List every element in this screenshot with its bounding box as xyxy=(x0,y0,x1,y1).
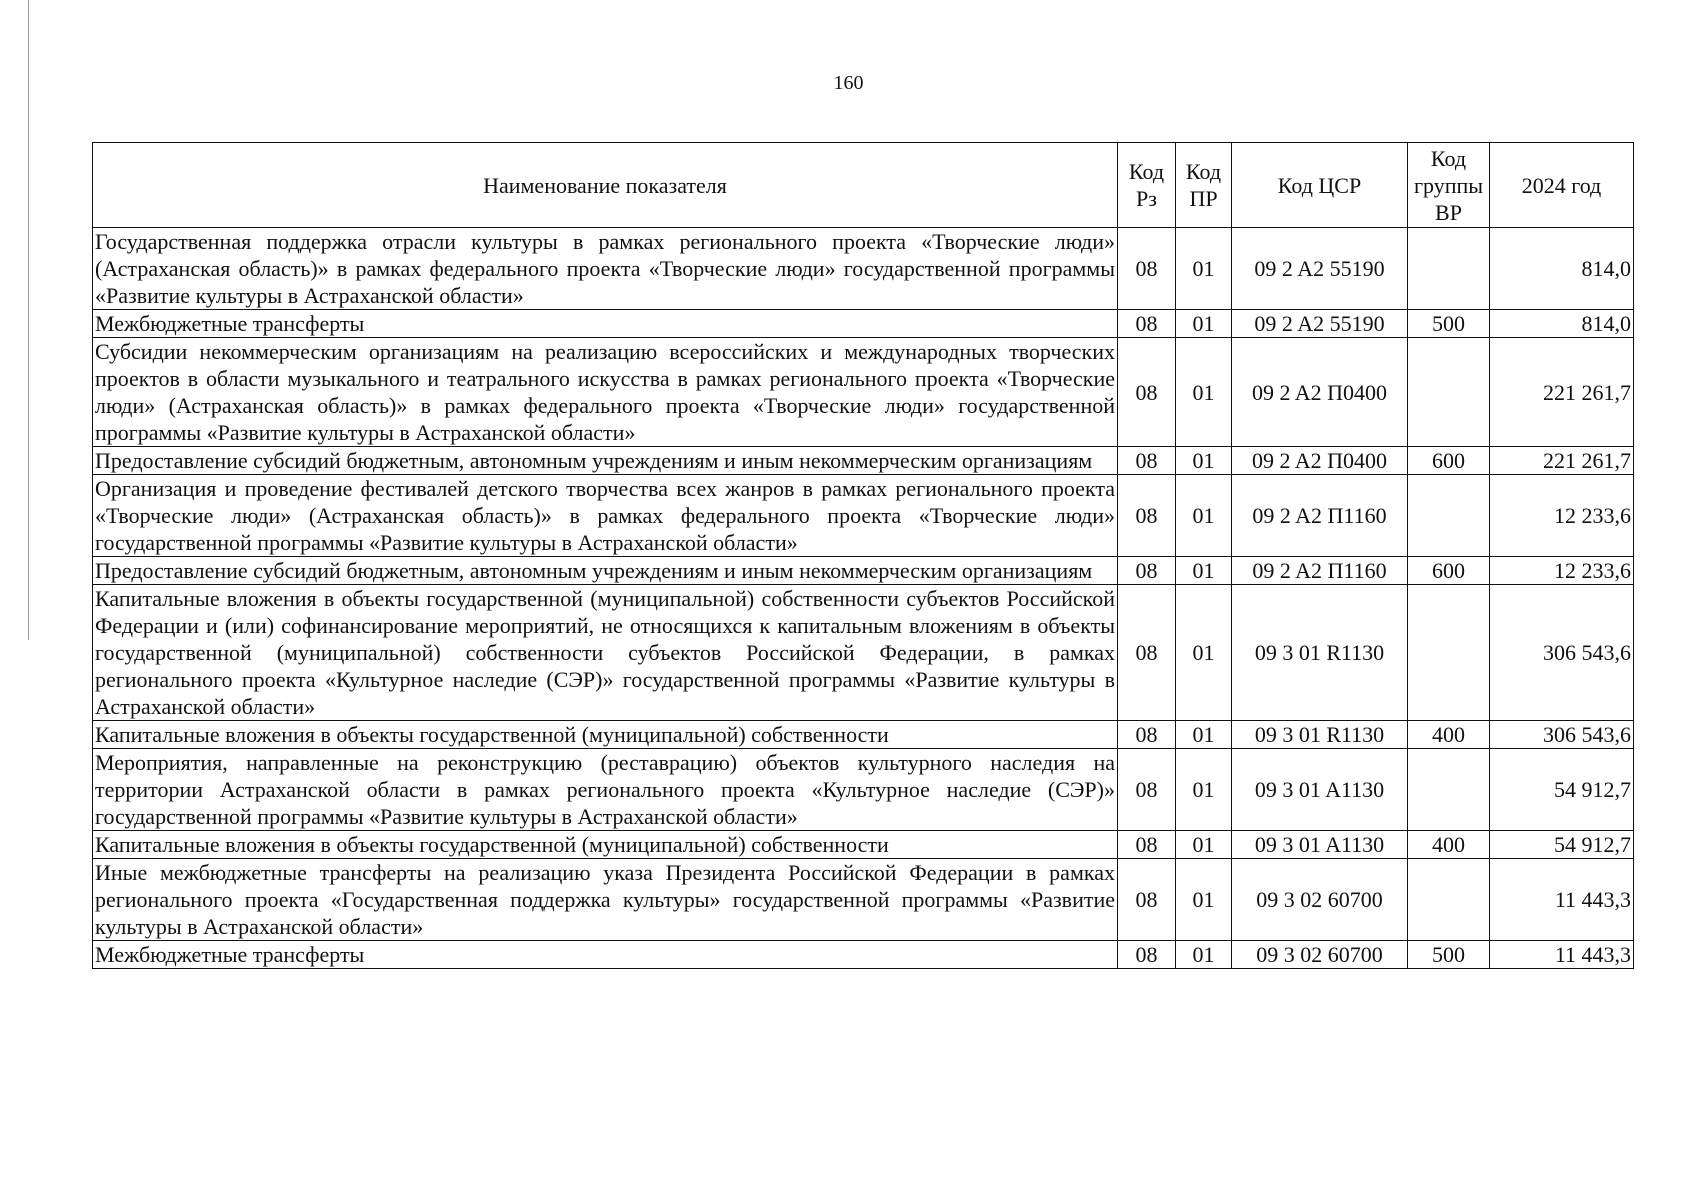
row-code-vr: 500 xyxy=(1408,941,1490,969)
row-code-vr xyxy=(1408,585,1490,721)
row-code-rz: 08 xyxy=(1118,310,1176,338)
row-name: Субсидии некоммерческим организациям на реализацию всероссийских и международных творческих проектов в области музыкального и театрального искусства в рамках регионального проекта «Творческие люди» (Астраханская область)» в рамках федерального проекта «Творческие люди» государственной программы «Развитие культуры в Астраханской области» xyxy=(93,338,1118,447)
table-row xyxy=(93,228,1634,310)
row-code-csr: 09 2 A2 55190 xyxy=(1232,310,1408,338)
scan-edge-line xyxy=(28,0,29,640)
header-year: 2024 год xyxy=(1490,143,1634,228)
row-code-vr xyxy=(1408,338,1490,447)
table-header-row xyxy=(93,143,1634,228)
table-row xyxy=(93,585,1634,721)
row-name: Предоставление субсидий бюджетным, автономным учреждениям и иным некоммерческим организациям xyxy=(93,447,1118,475)
row-code-csr: 09 3 01 R1130 xyxy=(1232,721,1408,749)
row-code-csr: 09 3 01 A1130 xyxy=(1232,831,1408,859)
table-row xyxy=(93,859,1634,941)
row-code-vr xyxy=(1408,749,1490,831)
row-code-csr: 09 2 A2 П1160 xyxy=(1232,475,1408,557)
row-code-rz: 08 xyxy=(1118,338,1176,447)
table-row xyxy=(93,557,1634,585)
row-code-vr: 600 xyxy=(1408,447,1490,475)
row-code-csr: 09 2 A2 55190 xyxy=(1232,228,1408,310)
row-code-rz: 08 xyxy=(1118,475,1176,557)
row-code-rz: 08 xyxy=(1118,585,1176,721)
row-code-rz: 08 xyxy=(1118,228,1176,310)
table-row xyxy=(93,447,1634,475)
row-code-pr: 01 xyxy=(1176,228,1232,310)
row-code-pr: 01 xyxy=(1176,585,1232,721)
row-name: Межбюджетные трансферты xyxy=(93,310,1118,338)
table-row xyxy=(93,338,1634,447)
row-code-pr: 01 xyxy=(1176,721,1232,749)
row-amount: 11 443,3 xyxy=(1490,941,1634,969)
row-amount: 11 443,3 xyxy=(1490,859,1634,941)
row-amount: 814,0 xyxy=(1490,228,1634,310)
header-name: Наименование показателя xyxy=(93,143,1118,228)
row-code-vr: 600 xyxy=(1408,557,1490,585)
row-code-rz: 08 xyxy=(1118,749,1176,831)
table-row xyxy=(93,831,1634,859)
row-code-vr xyxy=(1408,475,1490,557)
row-code-pr: 01 xyxy=(1176,557,1232,585)
row-code-vr: 400 xyxy=(1408,831,1490,859)
row-amount: 54 912,7 xyxy=(1490,749,1634,831)
row-code-csr: 09 3 02 60700 xyxy=(1232,941,1408,969)
header-code-pr: Код ПР xyxy=(1176,143,1232,228)
row-name: Капитальные вложения в объекты государственной (муниципальной) собственности xyxy=(93,721,1118,749)
row-code-pr: 01 xyxy=(1176,475,1232,557)
row-code-vr: 500 xyxy=(1408,310,1490,338)
row-code-csr: 09 3 01 A1130 xyxy=(1232,749,1408,831)
row-code-rz: 08 xyxy=(1118,557,1176,585)
row-amount: 54 912,7 xyxy=(1490,831,1634,859)
header-code-vr: Код группы ВР xyxy=(1408,143,1490,228)
row-code-rz: 08 xyxy=(1118,859,1176,941)
row-code-rz: 08 xyxy=(1118,447,1176,475)
page-number: 160 xyxy=(833,72,864,94)
row-code-pr: 01 xyxy=(1176,447,1232,475)
row-code-vr: 400 xyxy=(1408,721,1490,749)
row-code-csr: 09 3 02 60700 xyxy=(1232,859,1408,941)
row-amount: 306 543,6 xyxy=(1490,721,1634,749)
row-code-pr: 01 xyxy=(1176,338,1232,447)
row-name: Иные межбюджетные трансферты на реализацию указа Президента Российской Федерации в рамках регионального проекта «Государственная поддержка культуры» государственной программы «Развитие культуры в Астраханской области» xyxy=(93,859,1118,941)
row-code-rz: 08 xyxy=(1118,941,1176,969)
header-code-csr: Код ЦСР xyxy=(1232,143,1408,228)
row-amount: 221 261,7 xyxy=(1490,447,1634,475)
row-name: Организация и проведение фестивалей детского творчества всех жанров в рамках регионального проекта «Творческие люди» (Астраханская область)» в рамках федерального проекта «Творческие люди» государственной программы «Развитие культуры в Астраханской области» xyxy=(93,475,1118,557)
table-row xyxy=(93,941,1634,969)
row-amount: 12 233,6 xyxy=(1490,475,1634,557)
row-code-pr: 01 xyxy=(1176,941,1232,969)
row-name: Предоставление субсидий бюджетным, автономным учреждениям и иным некоммерческим организациям xyxy=(93,557,1118,585)
header-code-rz: Код Рз xyxy=(1118,143,1176,228)
row-code-pr: 01 xyxy=(1176,310,1232,338)
budget-table xyxy=(92,142,1634,969)
row-code-rz: 08 xyxy=(1118,831,1176,859)
row-code-vr xyxy=(1408,228,1490,310)
row-name: Межбюджетные трансферты xyxy=(93,941,1118,969)
row-amount: 12 233,6 xyxy=(1490,557,1634,585)
row-amount: 306 543,6 xyxy=(1490,585,1634,721)
row-code-csr: 09 2 A2 П0400 xyxy=(1232,338,1408,447)
row-name: Капитальные вложения в объекты государственной (муниципальной) собственности xyxy=(93,831,1118,859)
row-amount: 814,0 xyxy=(1490,310,1634,338)
row-name: Капитальные вложения в объекты государственной (муниципальной) собственности субъектов Российской Федерации и (или) софинансирование мероприятий, не относящихся к капитальным вложениям в объекты государственной (муниципальной) собственности субъектов Российской Федерации, в рамках регионального проекта «Культурное наследие (СЭР)» государственной программы «Развитие культуры в Астраханской области» xyxy=(93,585,1118,721)
table-row xyxy=(93,475,1634,557)
row-code-csr: 09 3 01 R1130 xyxy=(1232,585,1408,721)
table-row xyxy=(93,749,1634,831)
row-code-vr xyxy=(1408,859,1490,941)
row-code-pr: 01 xyxy=(1176,859,1232,941)
table-row xyxy=(93,310,1634,338)
row-name: Государственная поддержка отрасли культуры в рамках регионального проекта «Творческие люди» (Астраханская область)» в рамках федерального проекта «Творческие люди» государственной программы «Развитие культуры в Астраханской области» xyxy=(93,228,1118,310)
row-amount: 221 261,7 xyxy=(1490,338,1634,447)
row-name: Мероприятия, направленные на реконструкцию (реставрацию) объектов культурного наследия на территории Астраханской области в рамках регионального проекта «Культурное наследие (СЭР)» государственной программы «Развитие культуры в Астраханской области» xyxy=(93,749,1118,831)
row-code-csr: 09 2 A2 П1160 xyxy=(1232,557,1408,585)
table-row xyxy=(93,721,1634,749)
row-code-csr: 09 2 A2 П0400 xyxy=(1232,447,1408,475)
row-code-pr: 01 xyxy=(1176,831,1232,859)
row-code-pr: 01 xyxy=(1176,749,1232,831)
row-code-rz: 08 xyxy=(1118,721,1176,749)
